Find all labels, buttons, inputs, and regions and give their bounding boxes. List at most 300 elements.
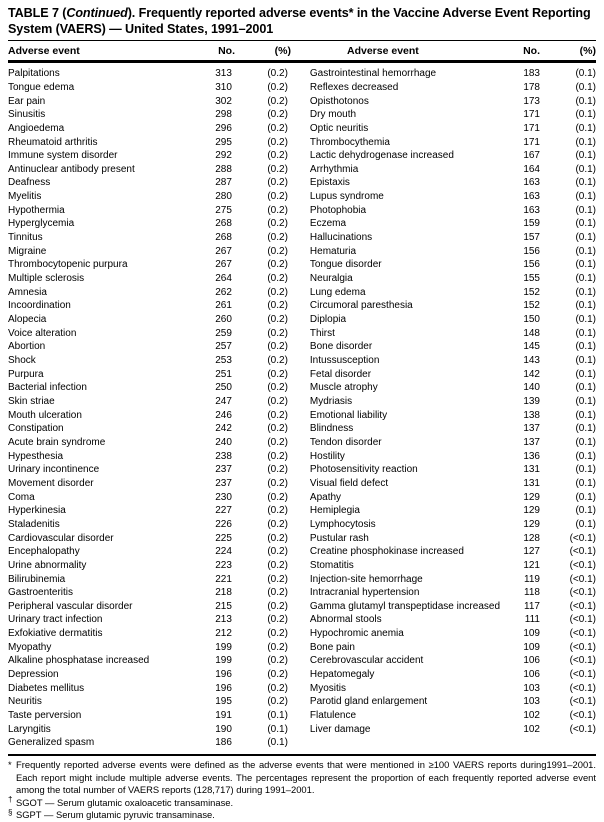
report-count: 121: [523, 559, 540, 571]
report-percent: (0.2): [267, 95, 288, 107]
report-count: 171: [523, 109, 540, 121]
adverse-event-name: Photophobia: [309, 204, 367, 216]
report-percent: (0.1): [575, 259, 596, 271]
report-percent: (0.1): [575, 314, 596, 326]
report-count: 310: [215, 81, 232, 93]
report-percent: (0.1): [575, 382, 596, 394]
adverse-event-name: Visual field defect: [309, 477, 389, 489]
report-count: 302: [215, 95, 232, 107]
report-percent: (0.2): [267, 532, 288, 544]
adverse-event-name: Ear pain: [8, 95, 46, 107]
adverse-event-name: Hyperglycemia: [8, 218, 75, 230]
report-percent: (0.2): [267, 136, 288, 148]
adverse-event-name: Rheumatoid arthritis: [8, 136, 98, 148]
footnote: [8, 759, 596, 797]
report-percent: (0.2): [267, 245, 288, 257]
report-count: 295: [215, 136, 232, 148]
report-percent: (0.2): [267, 341, 288, 353]
report-percent: (<0.1): [569, 546, 596, 558]
adverse-event-name: Myelitis: [8, 191, 42, 203]
footnote-text: Frequently reported adverse events were defined as the adverse events that were mentioned in ≥100 VAERS reports during1991–2001. Each report might include multiple adverse events. The percentages represent the proportion of each frequently reported adverse event among the total number of VAERS reports (128,717) during 1991–2001.: [16, 759, 596, 796]
report-count: 261: [215, 300, 232, 312]
col-header-no: No.: [218, 45, 235, 58]
adverse-event-name: Multiple sclerosis: [8, 273, 85, 285]
adverse-event-name: Exfokiative dermatitis: [8, 628, 103, 640]
report-percent: (0.1): [575, 395, 596, 407]
adverse-event-name: Tinnitus: [8, 232, 43, 244]
report-count: 190: [215, 723, 232, 735]
report-percent: (0.2): [267, 628, 288, 640]
report-count: 191: [215, 710, 232, 722]
report-percent: (0.2): [267, 122, 288, 134]
adverse-event-name: Migraine: [8, 245, 47, 257]
adverse-event-name: Stomatitis: [309, 559, 354, 571]
report-count: 262: [215, 286, 232, 298]
adverse-event-name: Taste perversion: [8, 710, 82, 722]
adverse-event-name: Bone disorder: [309, 341, 373, 353]
report-count: 128: [523, 532, 540, 544]
adverse-event-name: Sinusitis: [8, 109, 46, 121]
report-percent: (0.1): [575, 95, 596, 107]
report-count: 267: [215, 245, 232, 257]
report-percent: (0.2): [267, 655, 288, 667]
adverse-event-name: Fetal disorder: [309, 368, 372, 380]
report-percent: (<0.1): [569, 723, 596, 735]
report-count: 250: [215, 382, 232, 394]
report-count: 148: [523, 327, 540, 339]
col-header-pct: (%): [274, 45, 291, 58]
adverse-event-name: Mydriasis: [309, 395, 353, 407]
footnote: [8, 797, 596, 810]
col-header-adverse-event: Adverse event: [347, 45, 419, 58]
report-percent: (0.1): [575, 355, 596, 366]
adverse-event-name: Emotional liability: [309, 409, 388, 421]
report-count: 140: [523, 382, 540, 394]
report-percent: (0.2): [267, 518, 288, 530]
report-percent: (0.1): [575, 491, 596, 503]
report-count: 119: [524, 573, 540, 585]
report-count: 257: [215, 341, 232, 353]
report-count: 313: [215, 68, 232, 80]
col-header-no: No.: [523, 45, 540, 58]
report-percent: (0.2): [267, 327, 288, 339]
report-percent: (0.2): [267, 696, 288, 708]
report-percent: (0.1): [575, 136, 596, 148]
report-percent: (<0.1): [569, 696, 596, 708]
adverse-event-name: Myositis: [309, 682, 347, 694]
report-percent: (0.1): [267, 723, 288, 735]
report-percent: (0.2): [267, 204, 288, 216]
report-count: 156: [523, 245, 540, 257]
report-count: 152: [523, 300, 540, 312]
report-count: 159: [523, 218, 540, 230]
adverse-event-name: Intussusception: [309, 355, 380, 366]
adverse-event-name: Amnesia: [8, 286, 47, 298]
adverse-event-name: Opisthotonos: [309, 95, 369, 107]
report-percent: (0.1): [575, 163, 596, 175]
table-header-left: [8, 45, 291, 57]
adverse-event-name: Gastrointestinal hemorrhage: [309, 68, 437, 80]
adverse-event-name: Encephalopathy: [8, 546, 80, 558]
report-count: 138: [523, 409, 540, 421]
report-percent: (0.1): [575, 518, 596, 530]
report-count: 173: [523, 95, 540, 107]
adverse-event-name: Flatulence: [309, 710, 357, 722]
adverse-event-name: Diplopia: [309, 314, 347, 326]
report-count: 246: [215, 409, 232, 421]
report-count: 280: [215, 191, 232, 203]
adverse-event-name: Hypothermia: [8, 204, 65, 216]
report-count: 195: [215, 696, 232, 708]
adverse-event-name: Circumoral paresthesia: [309, 300, 413, 312]
report-count: 103: [523, 696, 540, 708]
report-percent: (0.2): [267, 477, 288, 489]
report-count: 227: [215, 505, 232, 517]
adverse-event-name: Hallucinations: [309, 232, 373, 244]
report-percent: (0.1): [575, 505, 596, 517]
adverse-event-name: Hostility: [309, 450, 345, 462]
adverse-event-name: Palpitations: [8, 68, 60, 80]
report-count: 298: [215, 109, 232, 121]
report-percent: (0.1): [575, 191, 596, 203]
footnote-text: SGOT — Serum glutamic oxaloacetic transaminase.: [16, 796, 234, 808]
report-percent: (0.2): [267, 259, 288, 271]
report-count: 155: [523, 273, 540, 285]
report-percent: (0.1): [575, 286, 596, 298]
report-count: 238: [215, 450, 232, 462]
report-percent: (0.2): [267, 286, 288, 298]
adverse-event-name: Peripheral vascular disorder: [8, 600, 133, 612]
report-count: 221: [215, 573, 232, 585]
table-body: [8, 63, 596, 751]
adverse-event-name: Photosensitivity reaction: [309, 464, 418, 476]
adverse-event-name: Bone pain: [309, 641, 355, 653]
footnote: [8, 809, 596, 822]
adverse-event-name: Lupus syndrome: [309, 191, 384, 203]
adverse-event-name: Tendon disorder: [309, 436, 382, 448]
report-count: 157: [523, 232, 540, 244]
report-percent: (0.2): [267, 273, 288, 285]
report-count: 196: [215, 682, 232, 694]
report-percent: (<0.1): [569, 573, 596, 585]
report-count: 109: [523, 628, 540, 640]
report-count: 102: [523, 723, 540, 735]
report-count: 259: [215, 327, 232, 339]
report-percent: (0.1): [267, 710, 288, 722]
report-count: 163: [523, 177, 540, 189]
report-percent: (0.1): [575, 450, 596, 462]
report-count: 268: [215, 232, 232, 244]
report-count: 223: [215, 559, 232, 571]
report-count: 260: [215, 314, 232, 326]
adverse-event-name: Movement disorder: [8, 477, 94, 489]
report-count: 137: [523, 436, 540, 448]
adverse-event-name: Dry mouth: [309, 109, 357, 121]
adverse-event-name: Hypesthesia: [8, 450, 64, 462]
report-count: 247: [215, 395, 232, 407]
adverse-event-name: Bacterial infection: [8, 382, 87, 394]
adverse-event-name: Epistaxis: [309, 177, 350, 189]
adverse-event-name: Skin striae: [8, 395, 55, 407]
adverse-event-name: Urine abnormality: [8, 559, 87, 571]
adverse-event-name: Gastroenteritis: [8, 587, 74, 599]
report-percent: (0.1): [575, 81, 596, 93]
adverse-event-name: Antinuclear antibody present: [8, 163, 135, 175]
report-count: 137: [523, 423, 540, 435]
footnote-text: SGPT — Serum glutamic pyruvic transaminase.: [16, 809, 215, 821]
adverse-event-name: Hypochromic anemia: [309, 628, 404, 640]
report-percent: (0.2): [267, 68, 288, 80]
report-percent: (0.1): [575, 327, 596, 339]
adverse-event-name: Abnormal stools: [309, 614, 382, 626]
report-percent: (0.1): [575, 109, 596, 121]
report-percent: (0.2): [267, 573, 288, 585]
adverse-event-name: Neuralgia: [309, 273, 353, 285]
report-count: 152: [523, 286, 540, 298]
report-percent: (0.1): [575, 273, 596, 285]
adverse-event-name: Optic neuritis: [309, 122, 369, 134]
report-percent: (<0.1): [569, 532, 596, 544]
adverse-event-name: Creatine phosphokinase increased: [309, 546, 464, 558]
report-percent: (0.1): [267, 737, 288, 749]
report-percent: (0.2): [267, 641, 288, 653]
col-header-pct: (%): [579, 45, 596, 58]
report-count: 156: [523, 259, 540, 271]
adverse-event-name: Mouth ulceration: [8, 409, 82, 421]
report-count: 109: [523, 641, 540, 653]
table-title: [8, 5, 596, 37]
table-title-prefix: TABLE 7 (: [8, 6, 67, 20]
adverse-event-name: Thrombocytopenic purpura: [8, 259, 128, 271]
footnote-marker: *: [8, 759, 12, 771]
report-count: 131: [523, 464, 540, 476]
report-count: 186: [215, 737, 232, 749]
report-percent: (0.1): [575, 464, 596, 476]
report-count: 103: [523, 682, 540, 694]
report-percent: (0.1): [575, 218, 596, 230]
report-count: 225: [215, 532, 232, 544]
report-count: 240: [215, 436, 232, 448]
report-count: 150: [523, 314, 540, 326]
report-count: 196: [215, 669, 232, 681]
report-count: 268: [215, 218, 232, 230]
adverse-event-name: Alkaline phosphatase increased: [8, 655, 150, 667]
adverse-event-name: Cardiovascular disorder: [8, 532, 114, 544]
report-count: 224: [215, 546, 232, 558]
report-percent: (0.2): [267, 150, 288, 162]
adverse-event-name: Reflexes decreased: [309, 81, 399, 93]
report-percent: (0.2): [267, 382, 288, 394]
report-percent: (0.2): [267, 232, 288, 244]
adverse-event-name: Thirst: [309, 327, 335, 339]
report-percent: (<0.1): [569, 655, 596, 667]
report-count: 267: [215, 259, 232, 271]
adverse-event-name: Apathy: [309, 491, 342, 503]
report-percent: (<0.1): [569, 587, 596, 599]
adverse-event-name: Thrombocythemia: [309, 136, 390, 148]
adverse-event-name: Arrhythmia: [309, 163, 359, 175]
report-percent: (0.1): [575, 368, 596, 380]
report-count: 171: [523, 136, 540, 148]
report-percent: (0.1): [575, 409, 596, 421]
adverse-event-name: Tongue edema: [8, 81, 75, 93]
table-title-text: ). Frequently reported adverse events* in the Vaccine Adverse Event Reporting System (VAERS) — United States, 1991–2001: [8, 6, 591, 37]
report-percent: (<0.1): [569, 614, 596, 626]
report-count: 129: [523, 491, 540, 503]
report-percent: (0.2): [267, 409, 288, 421]
report-count: 253: [215, 355, 232, 366]
report-percent: (<0.1): [569, 710, 596, 722]
report-percent: (0.2): [267, 163, 288, 175]
report-count: 111: [524, 614, 540, 626]
adverse-event-name: Gamma glutamyl transpeptidase increased: [309, 600, 500, 612]
report-count: 142: [523, 368, 540, 380]
adverse-event-name: Incoordination: [8, 300, 71, 312]
report-count: 230: [215, 491, 232, 503]
report-percent: (0.1): [575, 122, 596, 134]
report-percent: (0.2): [267, 559, 288, 571]
adverse-event-name: Injection-site hemorrhage: [309, 573, 423, 585]
report-percent: (<0.1): [569, 669, 596, 681]
footnotes: [8, 754, 596, 822]
adverse-event-name: Voice alteration: [8, 327, 77, 339]
col-header-adverse-event: Adverse event: [8, 45, 80, 58]
report-percent: (0.2): [267, 614, 288, 626]
report-count: 215: [215, 600, 232, 612]
adverse-event-name: Immune system disorder: [8, 150, 118, 162]
adverse-event-name: Shock: [8, 355, 36, 366]
adverse-event-name: Urinary incontinence: [8, 464, 100, 476]
report-percent: (<0.1): [569, 641, 596, 653]
report-percent: (0.1): [575, 204, 596, 216]
report-count: 117: [524, 600, 540, 612]
report-count: 106: [523, 655, 540, 667]
report-count: 163: [523, 191, 540, 203]
report-percent: (0.2): [267, 191, 288, 203]
report-percent: (0.2): [267, 218, 288, 230]
report-percent: (0.1): [575, 341, 596, 353]
table-right-column: [310, 68, 596, 751]
report-percent: (0.2): [267, 682, 288, 694]
table-title-continued: Continued: [66, 6, 128, 20]
report-percent: (0.1): [575, 150, 596, 162]
report-count: 251: [215, 368, 232, 380]
adverse-event-name: Lymphocytosis: [309, 518, 376, 530]
adverse-event-name: Hyperkinesia: [8, 505, 66, 517]
report-percent: (0.2): [267, 177, 288, 189]
report-percent: (0.2): [267, 395, 288, 407]
report-count: 136: [523, 450, 540, 462]
adverse-event-name: Coma: [8, 491, 35, 503]
report-count: 218: [215, 587, 232, 599]
report-percent: (0.2): [267, 368, 288, 380]
adverse-event-name: Tongue disorder: [309, 259, 382, 271]
adverse-event-name: Acute brain syndrome: [8, 436, 106, 448]
report-percent: (0.2): [267, 109, 288, 121]
report-count: 163: [523, 204, 540, 216]
adverse-event-name: Staladenitis: [8, 518, 60, 530]
report-count: 296: [215, 122, 232, 134]
report-count: 199: [215, 641, 232, 653]
adverse-event-name: Angioedema: [8, 122, 65, 134]
report-percent: (0.2): [267, 587, 288, 599]
report-count: 118: [524, 587, 540, 599]
report-count: 164: [523, 163, 540, 175]
adverse-event-name: Diabetes mellitus: [8, 682, 85, 694]
footnote-marker: §: [8, 807, 13, 817]
report-percent: (<0.1): [569, 559, 596, 571]
report-percent: (0.2): [267, 450, 288, 462]
adverse-event-name: Generalized spasm: [8, 737, 95, 749]
report-percent: (0.2): [267, 436, 288, 448]
report-count: 167: [523, 150, 540, 162]
report-count: 129: [523, 518, 540, 530]
report-count: 226: [215, 518, 232, 530]
adverse-event-name: Hepatomegaly: [309, 669, 375, 681]
adverse-event-name: Abortion: [8, 341, 46, 353]
report-count: 264: [215, 273, 232, 285]
table-header: [8, 41, 596, 63]
report-percent: (0.1): [575, 300, 596, 312]
adverse-event-name: Lactic dehydrogenase increased: [309, 150, 454, 162]
report-percent: (0.2): [267, 464, 288, 476]
report-count: 212: [215, 628, 232, 640]
report-percent: (0.2): [267, 600, 288, 612]
footnote-marker: †: [8, 795, 13, 805]
report-percent: (0.1): [575, 245, 596, 257]
report-percent: (0.1): [575, 423, 596, 435]
adverse-event-name: Hematuria: [309, 245, 357, 257]
report-percent: (0.2): [267, 491, 288, 503]
report-count: 287: [215, 177, 232, 189]
report-percent: (0.2): [267, 423, 288, 435]
table-left-column: [8, 68, 288, 751]
adverse-event-name: Urinary tract infection: [8, 614, 103, 626]
adverse-event-name: Hemiplegia: [309, 505, 360, 517]
report-percent: (0.1): [575, 68, 596, 80]
report-percent: (0.2): [267, 314, 288, 326]
adverse-event-name: Neuritis: [8, 696, 42, 708]
report-percent: (<0.1): [569, 600, 596, 612]
table-header-right: [313, 45, 596, 57]
report-count: 178: [523, 81, 540, 93]
report-percent: (0.1): [575, 177, 596, 189]
report-percent: (0.1): [575, 436, 596, 448]
report-count: 292: [215, 150, 232, 162]
report-percent: (0.2): [267, 546, 288, 558]
adverse-event-name: Blindness: [309, 423, 354, 435]
adverse-event-name: Purpura: [8, 368, 44, 380]
report-count: 183: [523, 68, 540, 80]
report-count: 288: [215, 163, 232, 175]
report-count: 106: [523, 669, 540, 681]
report-percent: (<0.1): [569, 682, 596, 694]
report-count: 102: [523, 710, 540, 722]
report-count: 139: [523, 395, 540, 407]
report-count: 242: [215, 423, 232, 435]
report-count: 171: [523, 122, 540, 134]
adverse-event-name: Intracranial hypertension: [309, 587, 420, 599]
report-percent: (0.2): [267, 300, 288, 312]
report-count: 145: [523, 341, 540, 353]
report-percent: (0.1): [575, 477, 596, 489]
report-count: 127: [523, 546, 540, 558]
report-count: 237: [215, 464, 232, 476]
report-count: 237: [215, 477, 232, 489]
report-percent: (0.2): [267, 505, 288, 517]
adverse-event-name: Myopathy: [8, 641, 52, 653]
adverse-event-name: Eczema: [309, 218, 347, 230]
